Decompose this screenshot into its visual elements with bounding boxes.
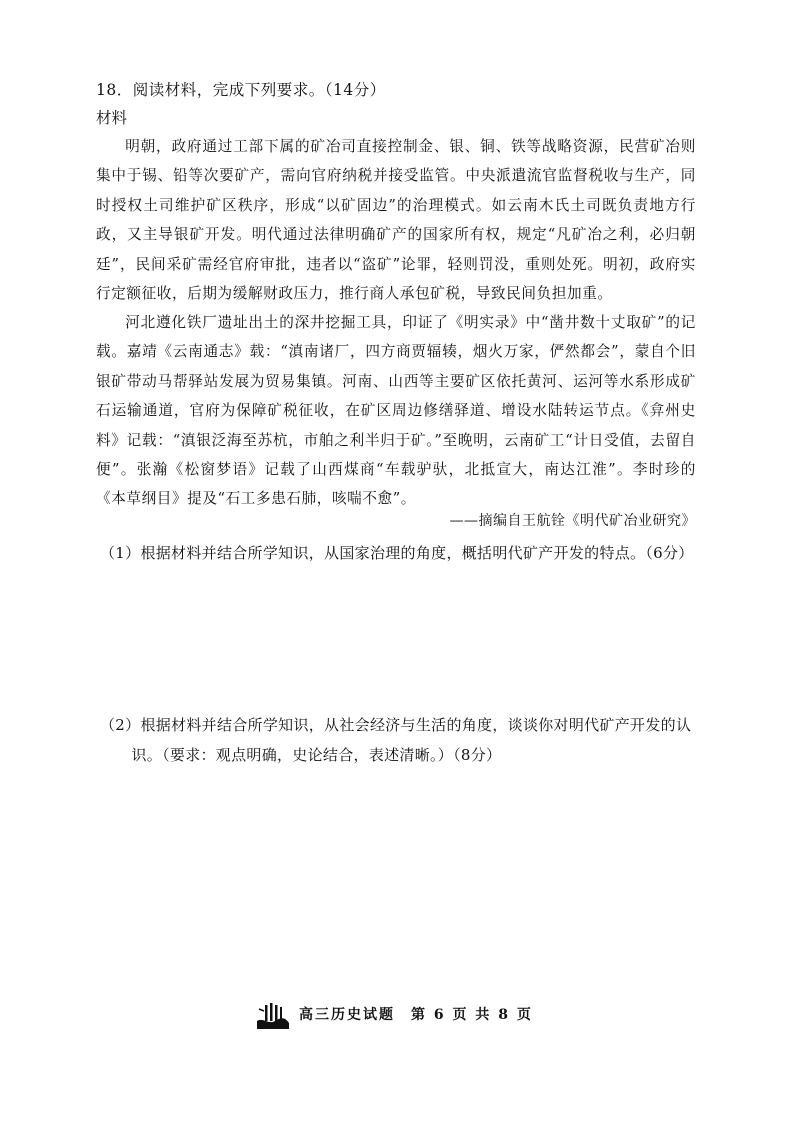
material-paragraph-2: 河北遵化铁厂遗址出土的深井挖掘工具，印证了《明实录》中“凿井数十丈取矿”的记载。嘉靖《云南通志》载：“滇南诸厂，四方商贾辐辏，烟火万家，俨然都会”，蒙自个旧银矿带动马帮驿站发展为贸易集镇。河南、山西等主要矿区依托黄河、运河等水系形成矿石运输通道，官府为保障矿税征收，在矿区周边修缮驿道、增设水陆转运节点。《弇州史料》记载：“滇银泛海至苏杭，市舶之利半归于矿。”至晚明，云南矿工“计日受值，去留自便”。张瀚《松窗梦语》记载了山西煤商“车载驴驮，北抵宣大，南达江淮”。李时珍的《本草纲目》提及“石工多患石肺，咳喘不愈”。: [96, 314, 696, 508]
material-source: ——摘编自王航铨《明代矿冶业研究》: [449, 513, 696, 529]
material-paragraph-1: 明朝，政府通过工部下属的矿冶司直接控制金、银、铜、铁等战略资源，民营矿冶则集中于锡、铅等次要矿产，需向官府纳税并接受监管。中央派遣流官监督税收与生产，同时授权土司维护矿区秩序，形成“以矿固边”的治理模式。如云南木氏土司既负责地方行政，又主导银矿开发。明代通过法律明确矿产的国家所有权，规定“凡矿冶之利，必归朝廷”，民间采矿需经官府审批，违者以“盗矿”论罪，轻则罚没，重则处死。明初，政府实行定额征收，后期为缓解财政压力，推行商人承包矿税，导致民间负担加重。: [96, 138, 696, 303]
scanner-logo-icon: [255, 999, 291, 1029]
question-title: 18．阅读材料，完成下列要求。（14分）: [96, 81, 386, 99]
sub-question-2: （2）根据材料并结合所学知识，从社会经济与生活的角度，谈谈你对明代矿产开发的认识。（要求：观点明确，史论结合，表述清晰。）（8分）: [100, 716, 692, 764]
material-label: 材料: [96, 109, 128, 127]
sub-question-1: （1）根据材料并结合所学知识，从国家治理的角度，概括明代矿产开发的特点。（6分）: [100, 544, 694, 562]
page-number-text: 高三历史试题 第 6 页 共 8 页: [299, 1007, 533, 1023]
page-footer: [255, 996, 533, 1032]
